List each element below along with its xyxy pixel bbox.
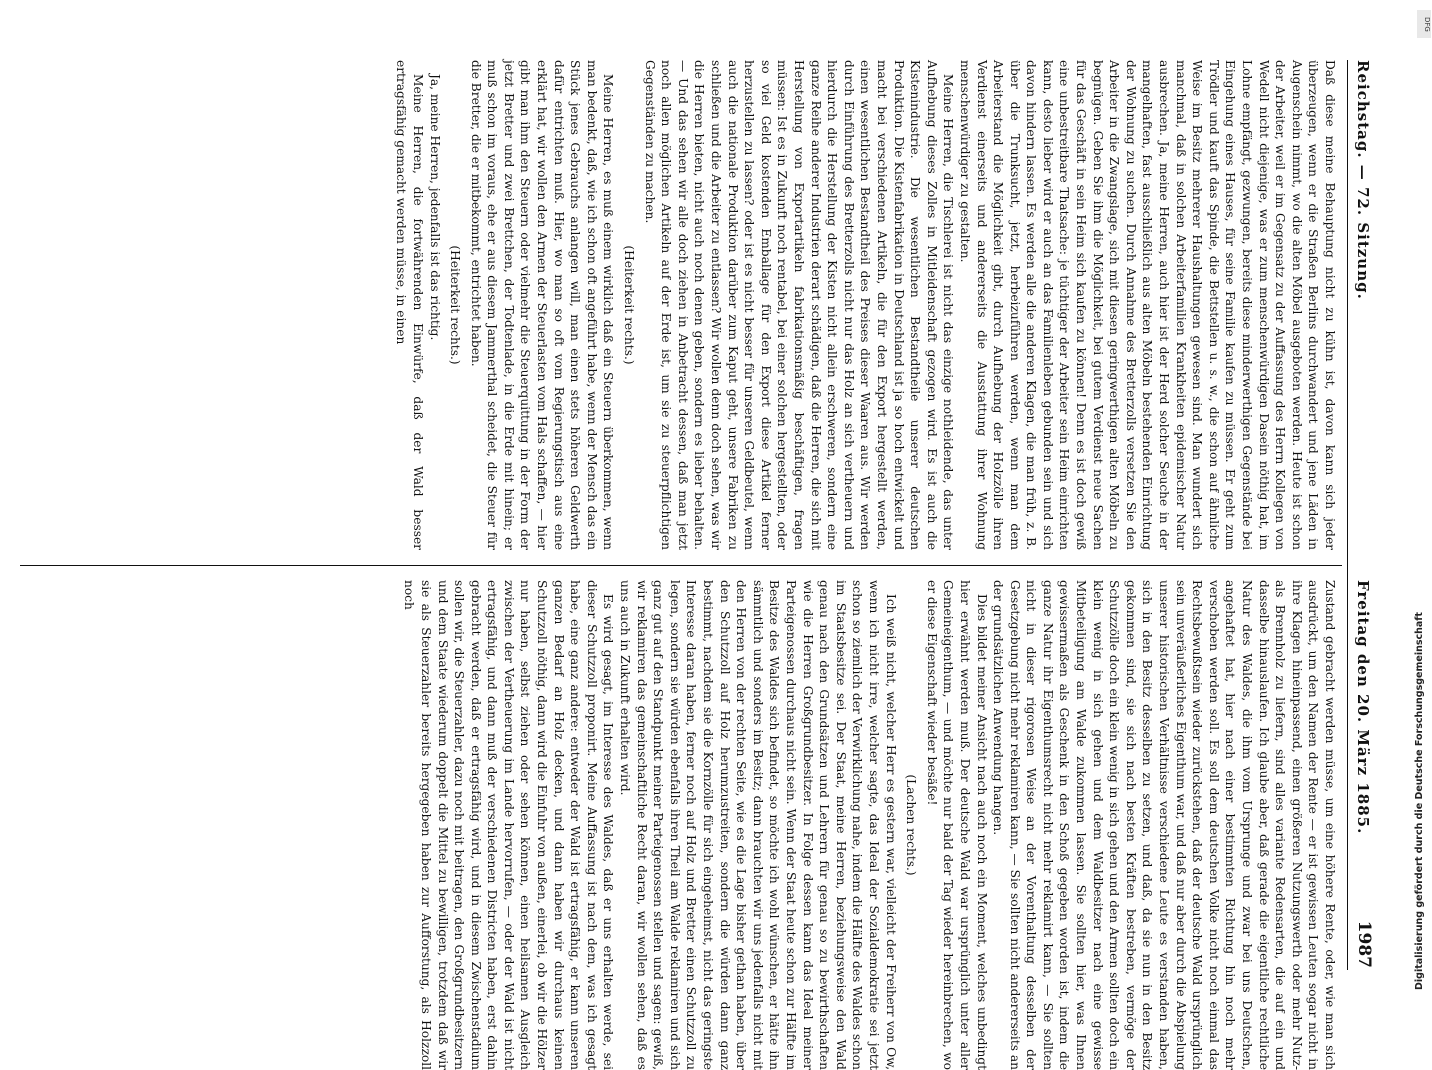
header-rule [1347, 60, 1348, 970]
header-date: Freitag den 20. März 1885. [1354, 580, 1372, 835]
page-number: 1987 [1354, 920, 1374, 968]
paragraph: Es wird gesagt, im Interesse des Waldes, daß er uns erhalten werde, sei dieser Schutzzoll proponirt. Meine Auffassung ist nach dem, was ich gesagt habe, eine ganz andere: entweder der Wald ist ertragsfähig, er kann unseren ganzen Bedarf an Holz decken, und dann haben wir durchaus keinen Schutzzoll nöthig, dann wird die Einfuhr von außen, einerlei, ob wir die Hölzer nur haben, selbst ziehen oder sehen können, einen heilsamen Ausgleich zwischen der Vertheuerung im Lande hervorrufen, — oder der Wald ist nicht ertragsfähig, und dann muß der verschiedenen Districten haben, erst dahin gebracht werden, daß er ertragsfähig wird, und in diesem Zwischenstadium sollen wir, die Steuerzahler, dazu noch mit beitragen, den Großgrundbesitzern und dem Staate wiederum doppelt die Mittel zu bewilligen, trotzdem daß wir sie als Steuerzahler bereits hergegeben haben zur Aufforstung, als Holzzoll noch [402, 580, 616, 1070]
right-column [401, 580, 1338, 1070]
left-column [393, 60, 1338, 550]
digitization-credit: Digitalisierung gefördert durch die Deutsche Forschungsgemeinschaft [1414, 612, 1425, 990]
paragraph: Ich weiß nicht, welcher Herr es gestern war, vielleicht der Freiherr von Ow, wenn ich nicht irre, welcher sagte, das Ideal der Sozialdemokratie sei jetzt schon so ziemlich der Verwirklichung nahe, indem die Hälfte des Waldes schon im Staatsbesitze sei. Der Staat, meine Herren, beziehungsweise den Wald genau nach den Grundsätzen und Lehrern für genau so zu bewirthschaften wie die Herren Großgrundbesitzer. In Folge dessen kann das Ideal meiner Parteigenossen durchaus nicht sein. Wenn der Staat heute schon zur Hälfte im Besitze des Waldes sich befindet, so möchte ich wohl wünschen, er hätte ihn sämmtlich und sonders im Besitz; dann brauchten wir uns jedenfalls nicht mit den Herren von der rechten Seite, wie es die Lage bisher gethan haben, über den Schutzzoll auf Holz herumzustreiten, sondern die würden dann ganz bestimmt, nachdem sie die Kornzölle für sich eingeheimst, nicht das geringste Interesse daran haben, ferner noch auf Holz und Bretter einen Schutzzoll zu legen, sondern sie würden ebenfalls ihren Theil am Walde reklamiren und sich ganz gut auf den Standpunkt meiner Parteigenossen stellen und sagen: gewiß, wir reklamiren das gemeinschaftliche Recht daran, wir wollen sehen, daß es uns auch in Zukunft erhalten wird. [618, 580, 898, 1070]
interjection: (Lachen rechts.) [904, 774, 919, 876]
paragraph: Daß diese meine Behauptung nicht zu kühn ist, davon kann sich jeder überzeugen, wenn er die Straßen Berlins durchwandert und jene Läden in Augenschein nimmt, wo die alten Möbel ausgeboten werden. Heute ist schon der Arbeiter, weil er im Gegensatz zu der Auffassung des Herrn Kollegen von Wedell nicht diejenige, was er zum menschenwürdigen Dasein nöthig hat, im Lohne empfängt, gezwungen, bereits diese minderwerthigen Gegenstände bei Eingehung eines Hauses, für seine Familie kaufen zu müssen. Er geht zum Trödler und kauft das Spinde, die Bettstellen u. s. w., die schon auf ähnliche Weise im Besitz mehrerer Haushaltungen gewesen sind. Man wundert sich manchmal, daß in solchen Arbeiterfamilien Krankheiten epidemischer Natur ausbrechen. Ja, meine Herren, auch hier ist der Herd solcher Seuche in der mangelhaften, fast ausschließlich aus alten Möbeln bestehenden Einrichtung der Wohnung zu suchen. Durch Annahme des Bretterzolls versetzen Sie den Arbeiter in die Zwangslage, sich mit diesen geringwerthigen alten Möbeln zu begnügen. Geben Sie ihm die Möglichkeit, bei gutem Verdienst neue Sachen für das Geschäft in sein Heim sich kaufen zu können! Denn es ist doch gewiß eine unbestreitbare Thatsache: je tüchtiger der Arbeiter sein Heim einrichten kann, desto lieber wird er auch an das Familienleben gebunden sein und sich davon hindern lassen. Es werden alle die anderen Klagen, die man früh, z. B. über die Trunksucht, jetzt, herbeizuführen werden, wenn man dem Arbeiterstand die Möglichkeit gibt, durch Aufhebung der Holzzölle ihren Verdienst einerseits und andererseits die Ausstattung ihrer Wohnung menschenwürdiger zu gestalten. [957, 60, 1337, 550]
header-session: Reichstag. — 72. Sitzung. [1354, 60, 1372, 300]
paragraph: Meine Herren, die Tischlerei ist nicht das einzige nothleidende, das unter Aufhebung dieses Zolles in Mitleidenschaft gezogen wird. Es ist auch die Kistenindustrie. Die wesentlichen Bestandtheile unserer deutschen Produktion. Die Kistenfabrikation in Deutschland ist ja so hoch entwickelt und macht bei verschiedenen Artikeln, die für den Export hergestellt werden, einen wesentlichen Bestandtheil des Preises dieser Waaren aus. Wir werden durch Einführung des Bretterzolls nicht nur das Holz an sich vertheuern und hierdurch die Herstellung der Kisten nicht allein erschweren, sondern eine ganze Reihe anderer Industrien derart schädigen, daß die Herren, die sich mit Herstellung von Exportartikeln fabrikationsmäßig beschäftigen, fragen müssen: Ist es in Zukunft noch rentabel, bei einer solchen hergestellten, oder so viel Geld kostenden Emballage für den Export diese Artikel ferner herzustellen zu lassen? oder ist es nicht besser für unseren Geldbeutel, wenn auch die nationale Produktion darüber zum Kaput geht, unsere Fabriken zu schließen und die Arbeiter zu entlassen? Wir wollen denn doch sehen, was wir die Herren bieten, nicht auch noch denen geben, sondern es lieber behalten. — Und das sehen wir alle doch ziehen in Anbetracht dessen, daß man jetzt noch allen möglichen Artikeln auf der Erde ist, um sie zu steuerpflichtigen Gegenständen zu machen. [642, 60, 956, 550]
paragraph: Zustand gebracht werden müsse, um eine höhere Rente, oder, wie man sich ausdrückt, um den Namen der Rente — er ist gewissen Leuten sogar nicht in ihre Klagen hineinpassend, einen größeren Nutzungswerth oder mehr Nutz- als Brennholz zu liefern, sind alles variante Redensarten, die auf ein und dasselbe hinauslaufen. Ich glaube aber, daß gerade die eigentliche rechtliche Natur des Waldes, die ihm vom Ursprunge und zwar bei uns Deutschen, angehaftet hat, hier nach einer bestimmten Richtung hin noch mehr verschoben werden soll. Es soll dem deutschen Volke nicht noch einmal das Rechtsbewußtsein wieder zurückstehen, daß der deutsche Wald ursprünglich sein unveräußerliches Eigenthum war, und daß nur aber durch die Abspielung unserer historischen Verhältnisse verschiedene Leute es verstanden haben, sich in den Besitz desselben zu setzen, und daß, da sie nun in den Besitz gekommen sind, sie sich nach besten Kräften bestreben, vermöge der Schutzzölle doch ein klein wenig in sich gehen und den Armen sollten doch ein klein wenig in sich gehen und dem Waldbesitzer nach eine gewisse Mitbeteiligung am Walde zukommen lassen. Sie sollten hier, was Ihnen gewissermaßen als Geschenk in den Schoß gegeben worden ist, indem die ganze Natur ihr Eigenthumsrecht nicht mehr reklamirt kann, — Sie sollten nicht in dieser rigorosen Weise an der Vorenthaltung desselben der Gesetzgebung nicht mehr reklamiren kann, — Sie sollten nicht andererseits an der grundsätzlichen Anwendung hangen. [991, 580, 1337, 1070]
interjection: (Heiterkeit rechts.) [448, 245, 463, 365]
column-divider [20, 565, 1342, 566]
paragraph: Meine Herren, die fortwährenden Einwürfe, daß der Wald besser ertragsfähig gemacht werden müsse, in einen [394, 60, 425, 550]
paragraph: Ja, meine Herren, jedenfalls ist das richtig. [427, 74, 442, 341]
dfg-logo: DFG [1417, 10, 1431, 38]
paragraph: Meine Herren, es muß einem wirklich daß ein Steuern überkommen, wenn man bedenkt, daß, wie ich schon oft angeführt habe, wenn der Mensch das ein Stück jenes Gebrauchs anlangen will, man einen stets höheren Geldwerth dafür entrichten muß. Hier, wo man so oft vom Regierungstisch aus eine erklärt hat, wir wollen den Armen der Steuerlasten vom Hals schaffen, — hier gibt man ihm den Steuern oder vielmehr die Steuerquittung in der Form der jetzt Bretter und zwei Brettchen, der Todtenlade, in die Erde mit hinein; er muß schon im voraus, ehe er aus diesem Jammerthal scheidet, die Steuer für die Bretter, die er mitbekommt, entrichtet haben. [468, 60, 616, 550]
interjection: (Heiterkeit rechts.) [622, 245, 637, 365]
paragraph: Dies bildet meiner Ansicht nach auch noch ein Moment, welches unbedingt hier erwähnt werden muß. Der deutsche Wald war ursprünglich unter aller Gemeineigenthum, — und möchte nur bald der Tag wieder hereinbrechen, wo er diese Eigenschaft wieder besäße! [924, 580, 989, 1070]
